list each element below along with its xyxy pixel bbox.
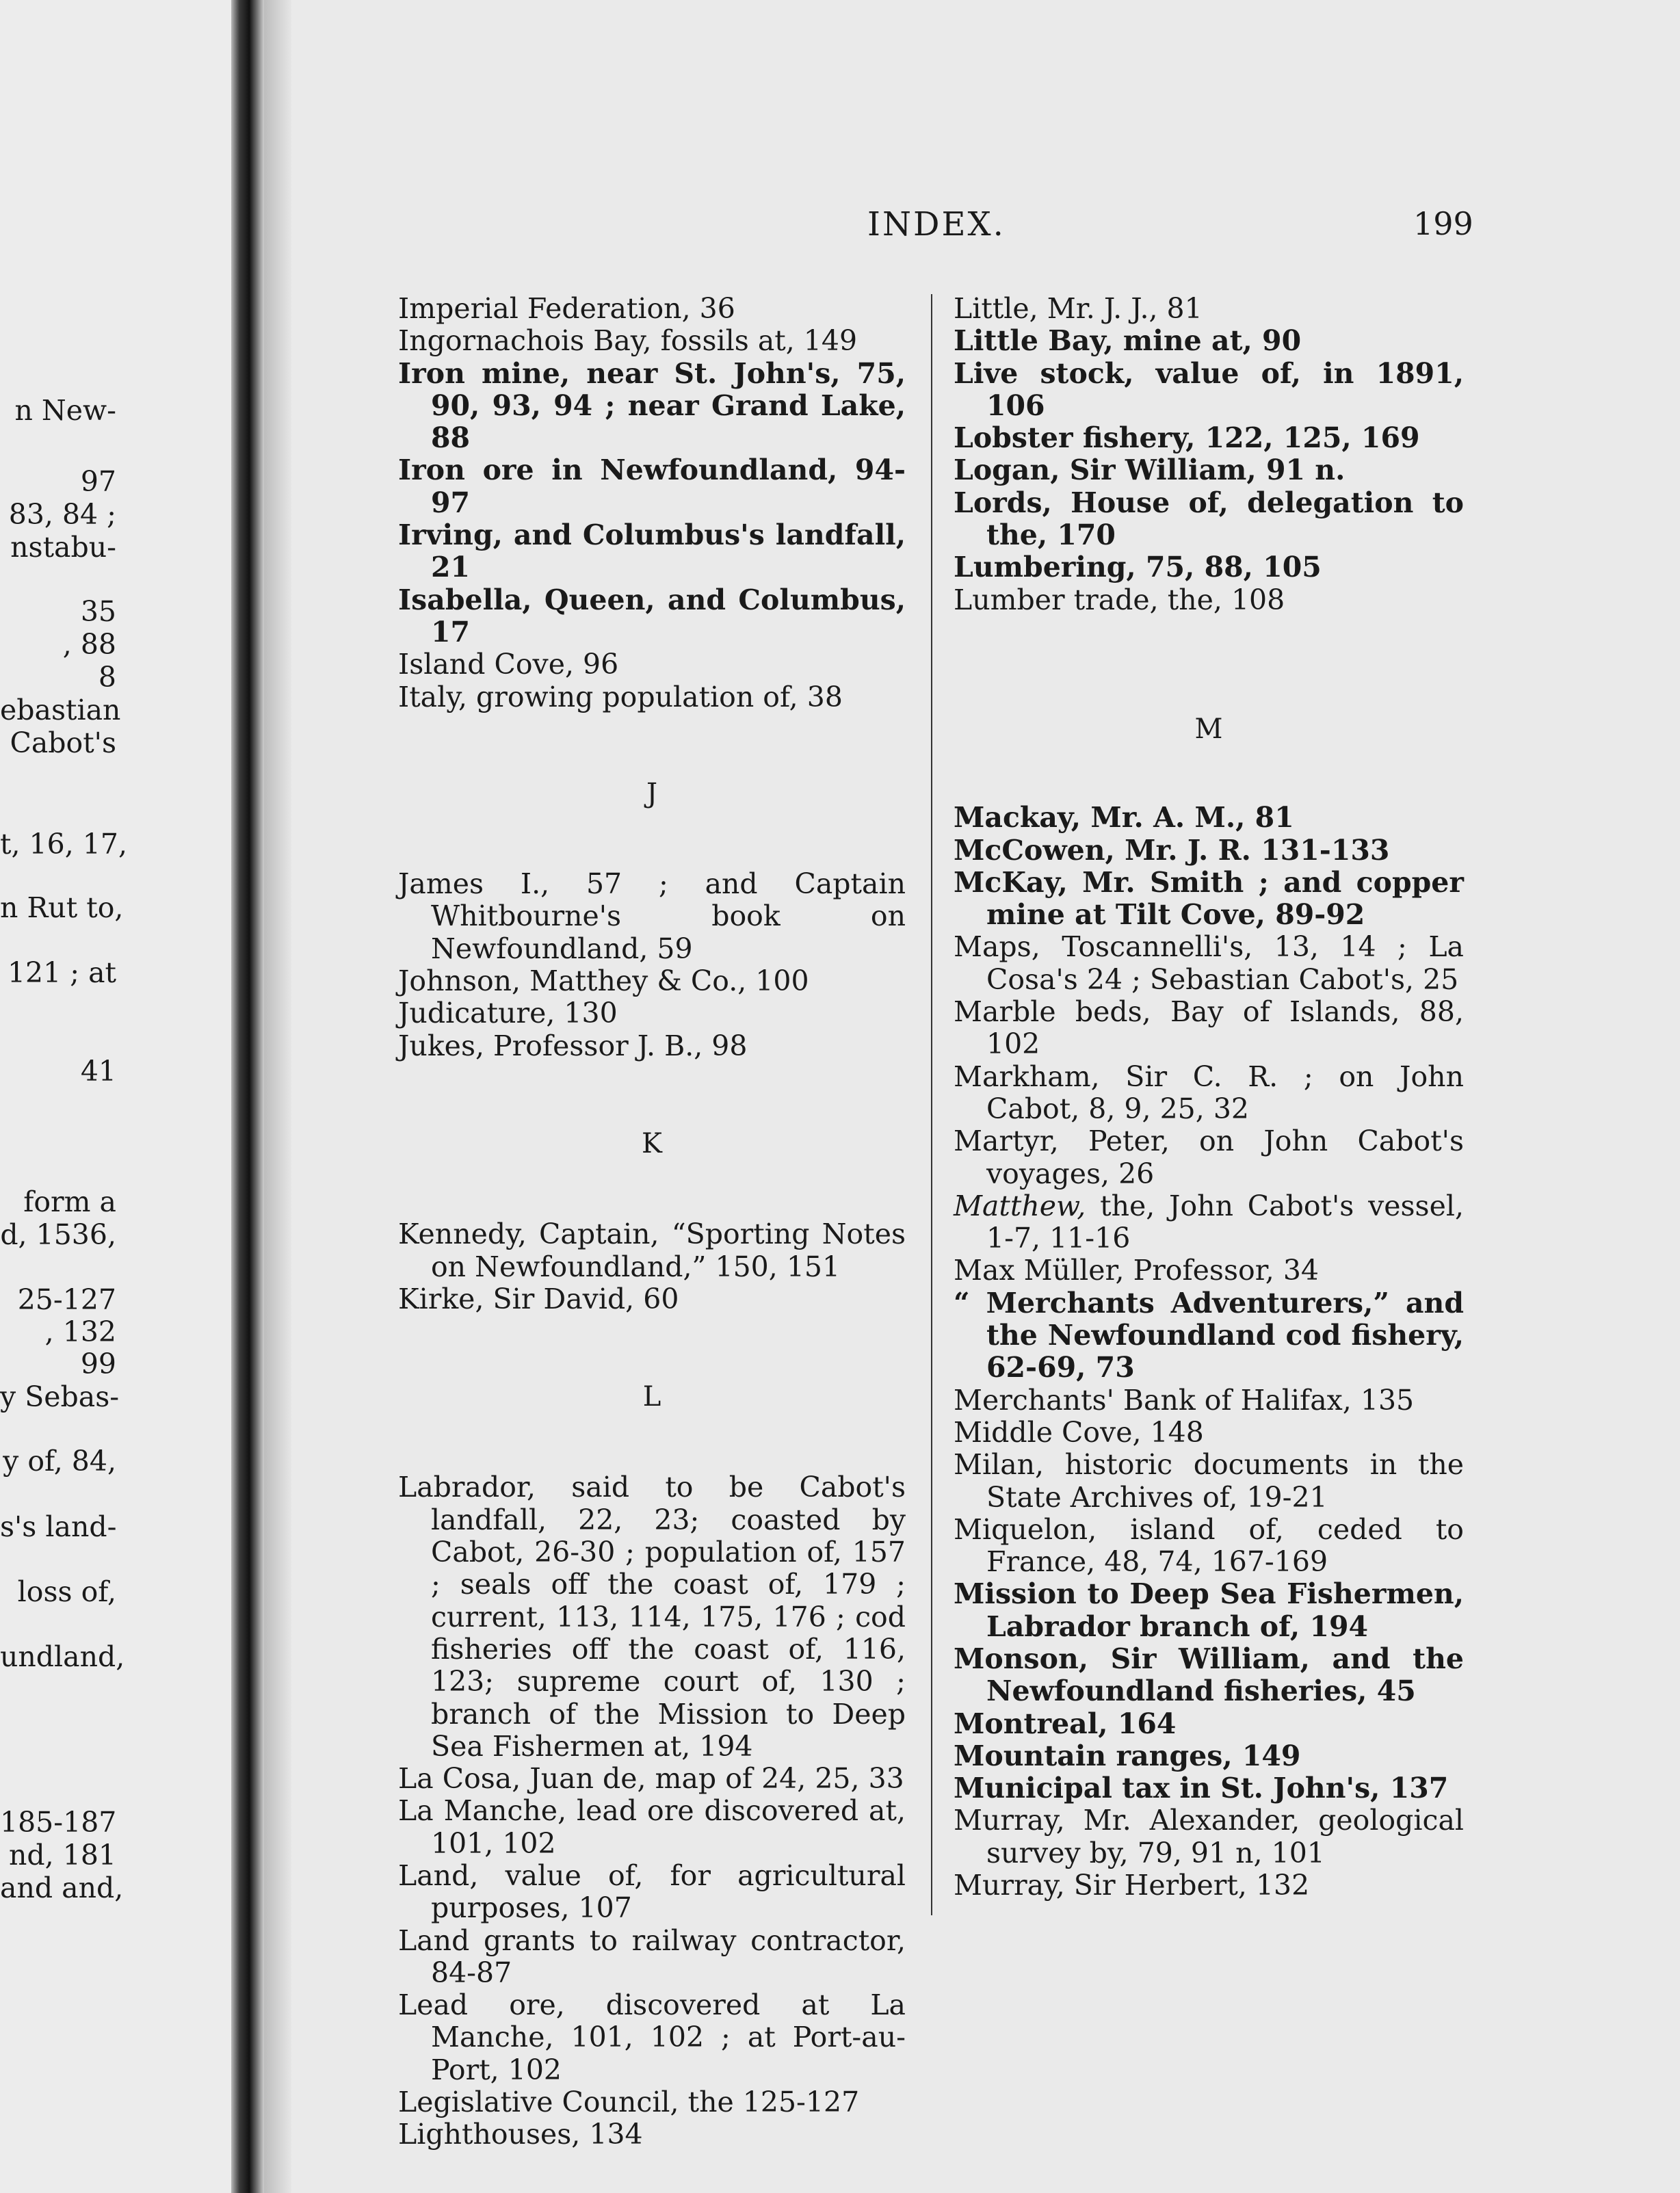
index-entry: “ Merchants Adventurers,” and the Newfoundland cod fishery, 62-69, 73 (954, 1286, 1464, 1384)
index-entry: Monson, Sir William, and the Newfoundland fisheries, 45 (954, 1642, 1464, 1708)
facing-page-text: y Sebas- (0, 1380, 120, 1413)
index-entry: Lumber trade, the, 108 (954, 583, 1285, 616)
vessel-name: Matthew, (954, 1189, 1086, 1222)
index-entry: Isabella, Queen, and Columbus, 17 (398, 583, 906, 648)
index-entry: Little, Mr. J. J., 81 (954, 292, 1203, 325)
facing-page-text: , 88 (62, 628, 116, 661)
facing-page-text: form a (23, 1185, 116, 1218)
index-entry: Land, value of, for agricultural purposes, 107 (398, 1859, 906, 1925)
index-entry: Middle Cove, 148 (954, 1415, 1204, 1449)
index-entry: Milan, historic documents in the State Archives of, 19-21 (954, 1448, 1464, 1514)
index-entry: Legislative Council, the 125-127 (398, 2086, 860, 2119)
facing-page-text: Cabot's (10, 726, 116, 759)
facing-page-text: 185-187 (0, 1806, 117, 1839)
section-letter-m: M (1194, 713, 1223, 745)
facing-page-text: nstabu- (10, 531, 116, 564)
index-entry: Lumbering, 75, 88, 105 (954, 551, 1322, 584)
index-entry: Martyr, Peter, on John Cabot's voyages, 26 (954, 1125, 1464, 1190)
index-entry: Mackay, Mr. A. M., 81 (954, 801, 1294, 835)
index-entry: Montreal, 164 (954, 1707, 1177, 1740)
index-column-right (954, 293, 1464, 1902)
index-group-m-continued (954, 1255, 1464, 1902)
index-entry: Live stock, value of, in 1891, 106 (954, 356, 1464, 422)
facing-page-text: 25-127 (17, 1283, 116, 1316)
index-entry: Mountain ranges, 149 (954, 1739, 1301, 1772)
facing-page-text: undland, (0, 1640, 125, 1673)
index-group-j (398, 868, 906, 1062)
index-entry: Logan, Sir William, 91 n. (954, 454, 1346, 487)
facing-page-text: and and, (0, 1872, 124, 1904)
index-entry: Markham, Sir C. R. ; on John Cabot, 8, 9, 25, 32 (954, 1060, 1464, 1125)
facing-page-text: 41 (80, 1055, 116, 1088)
facing-page-text: y of, 84, (3, 1445, 116, 1478)
facing-page-text: n Rut to, (0, 891, 124, 924)
column-divider (931, 294, 932, 1915)
index-column-left (398, 293, 906, 2151)
index-group-m (954, 802, 1464, 1190)
facing-page (0, 0, 231, 2193)
index-entry: Labrador, said to be Cabot's landfall, 22, 23; coasted by Cabot, 26-30 ; population of, 157 ; seals off the coast of, 179 ; current, 113, 114, 175, 176 ; cod fisheries off the coast of, 116, 123; supreme court of, 130 ; branch of the Mission to Deep Sea Fishermen at, 194 (398, 1471, 906, 1763)
index-entry: Lead ore, discovered at La Manche, 101, 102 ; at Port-au-Port, 102 (398, 1988, 906, 2086)
index-entry: Little Bay, mine at, 90 (954, 324, 1302, 358)
section-letter-k: K (642, 1127, 662, 1159)
index-entry: Jukes, Professor J. B., 98 (398, 1029, 748, 1062)
facing-page-text: t, 16, 17, (0, 828, 127, 861)
facing-page-text: 8 (98, 661, 116, 694)
facing-page-text: , 132 (44, 1315, 116, 1348)
index-entry: McCowen, Mr. J. R. 131-133 (954, 833, 1390, 867)
index-entry: Kirke, Sir David, 60 (398, 1282, 679, 1315)
index-entry: Maps, Toscannelli's, 13, 14 ; La Cosa's 24 ; Sebastian Cabot's, 25 (954, 930, 1464, 996)
index-entry: Mission to Deep Sea Fishermen, Labrador branch of, 194 (954, 1577, 1464, 1643)
book-gutter (231, 0, 264, 2193)
index-entry: Johnson, Matthey & Co., 100 (398, 964, 809, 998)
facing-page-text: s's land- (0, 1510, 117, 1543)
index-entry: Imperial Federation, 36 (398, 292, 735, 325)
index-entry: Lords, House of, delegation to the, 170 (954, 486, 1464, 552)
running-head: INDEX. (867, 205, 1006, 244)
index-entry: Merchants' Bank of Halifax, 135 (954, 1383, 1415, 1417)
facing-page-text: 35 (80, 595, 116, 628)
index-entry: La Manche, lead ore discovered at, 101, 102 (398, 1794, 906, 1860)
index-entry: Land grants to railway contractor, 84-87 (398, 1923, 906, 1989)
facing-page-text: n New- (14, 394, 116, 427)
index-entry: Lighthouses, 134 (398, 2118, 643, 2151)
section-letter-j: J (646, 777, 658, 809)
index-entry: La Cosa, Juan de, map of 24, 25, 33 (398, 1762, 904, 1796)
index-group-l (398, 1471, 906, 2151)
gutter-shadow (264, 0, 291, 2193)
index-entry (954, 1190, 1464, 1255)
page-number: 199 (1413, 205, 1473, 242)
index-group-k (398, 1218, 906, 1315)
index-entry: Miquelon, island of, ceded to France, 48, 74, 167-169 (954, 1512, 1464, 1579)
index-entry: Municipal tax in St. John's, 137 (954, 1772, 1449, 1805)
index-entry: Murray, Mr. Alexander, geological survey by, 79, 91 n, 101 (954, 1804, 1464, 1869)
index-entry: Marble beds, Bay of Islands, 88, 102 (954, 995, 1464, 1061)
facing-page-text: 97 (80, 465, 116, 498)
index-entry: Italy, growing population of, 38 (398, 680, 843, 713)
index-entry: Iron ore in Newfoundland, 94-97 (398, 454, 906, 519)
index-entry: Irving, and Columbus's landfall, 21 (398, 518, 906, 584)
facing-page-text: 83, 84 ; (8, 498, 116, 531)
index-entry: Max Müller, Professor, 34 (954, 1254, 1320, 1287)
section-letter-l: L (642, 1381, 661, 1413)
index-entry: James I., 57 ; and Captain Whitbourne's book on Newfoundland, 59 (398, 867, 906, 965)
index-entry: Murray, Sir Herbert, 132 (954, 1869, 1310, 1902)
index-entry: Lobster fishery, 122, 125, 169 (954, 421, 1420, 455)
index-entry: Island Cove, 96 (398, 648, 619, 681)
facing-page-text: ebastian (0, 694, 121, 726)
facing-page-text: 99 (80, 1348, 116, 1380)
index-group-l-continued (954, 293, 1464, 616)
index-entry: Judicature, 130 (398, 997, 618, 1030)
index-entry: Ingornachois Bay, fossils at, 149 (398, 324, 858, 358)
index-entry: McKay, Mr. Smith ; and copper mine at Tilt Cove, 89-92 (954, 865, 1464, 932)
facing-page-text: nd, 181 (9, 1839, 116, 1872)
index-group-i (398, 293, 906, 713)
facing-page-text: 121 ; at (7, 956, 116, 989)
index-entry: Kennedy, Captain, “Sporting Notes on Newfoundland,” 150, 151 (398, 1218, 906, 1283)
facing-page-text: loss of, (17, 1575, 116, 1608)
index-entry: Iron mine, near St. John's, 75, 90, 93, 94 ; near Grand Lake, 88 (398, 356, 906, 455)
facing-page-text: d, 1536, (0, 1218, 116, 1251)
index-entry-text: the, John Cabot's vessel, 1-7, 11-16 (986, 1189, 1464, 1255)
